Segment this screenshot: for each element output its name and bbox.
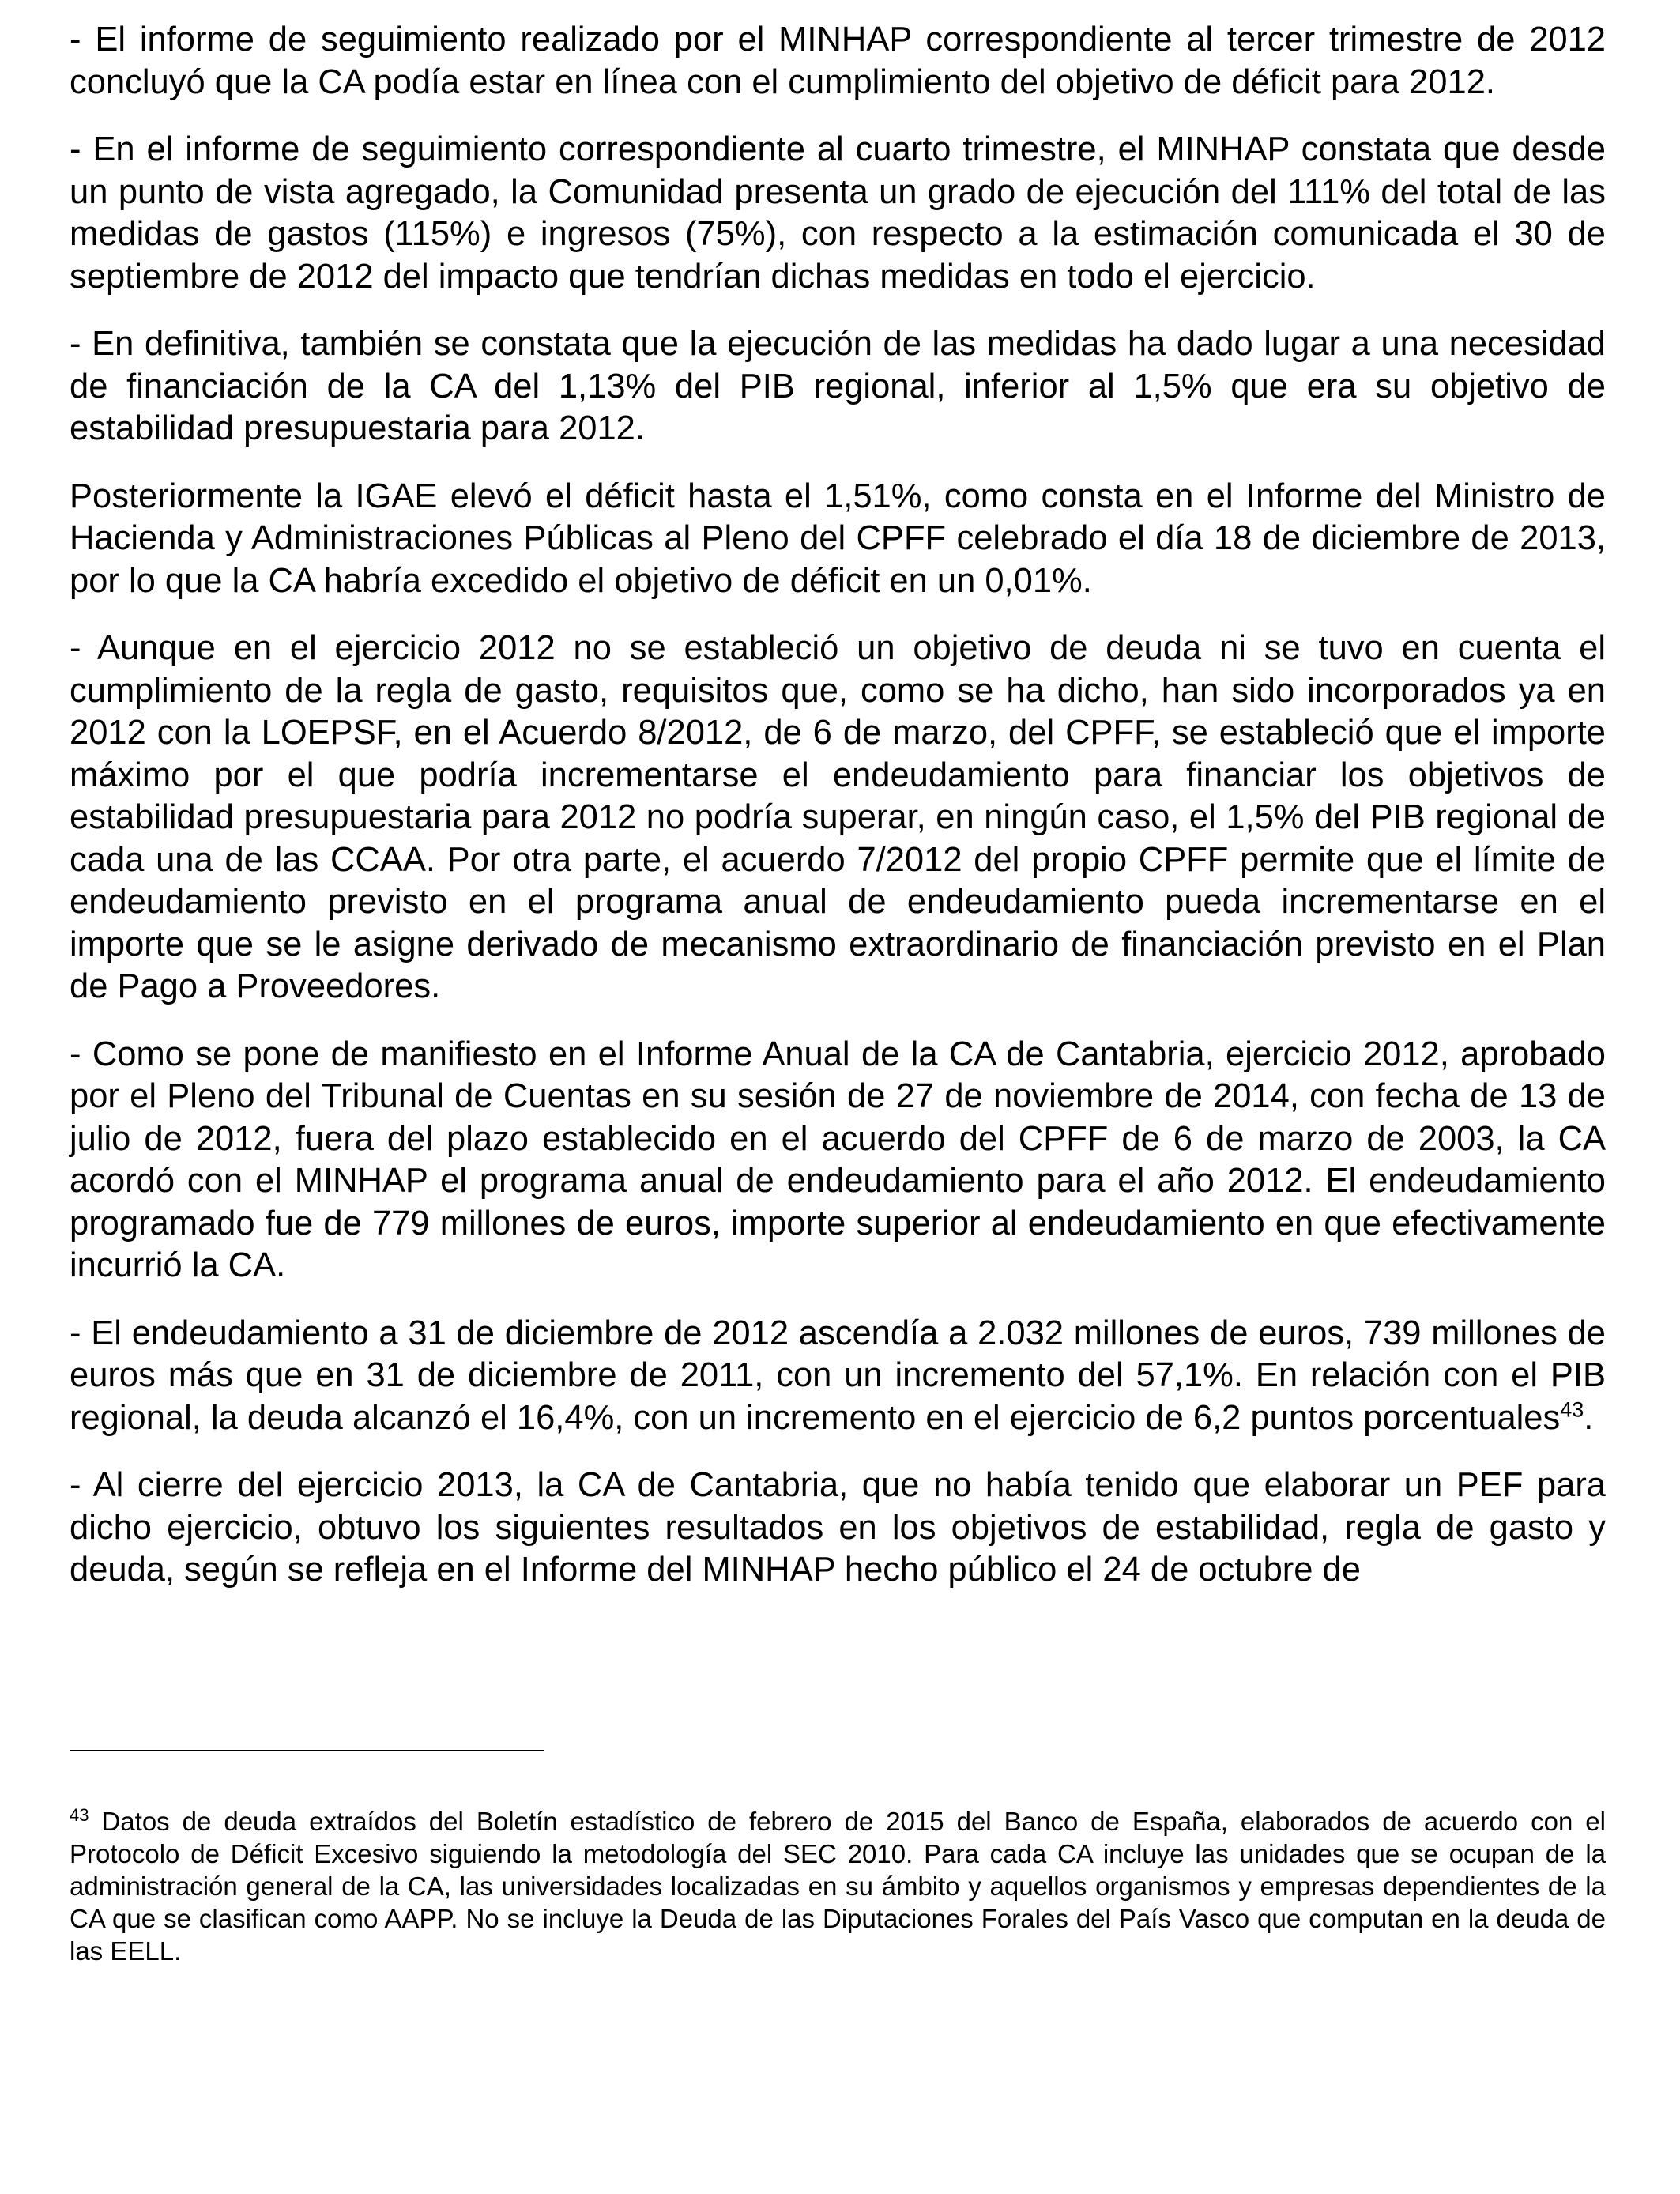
paragraph-igae-deficit: Posteriormente la IGAE elevó el déficit hasta el 1,51%, como consta en el Informe del Ministro de Hacienda y Administraciones Públicas al Pleno del CPFF celebrado el día 18 de diciembre de 2013, por lo que la CA habría excedido el objetivo de déficit en un 0,01%. bbox=[70, 477, 1606, 600]
footnote bbox=[70, 1805, 1606, 1967]
footnote-text: Datos de deuda extraídos del Boletín estadístico de febrero de 2015 del Banco de España, elaborados de acuerdo con el Protocolo de Déficit Excesivo siguiendo la metodología del SEC 2010. Para cada CA incluye las unidades que se ocupan de la administración general de la CA, las universidades localizadas en su ámbito y aquellos organismos y empresas dependientes de la CA que se clasifican como AAPP. No se incluye la Deuda de las Diputaciones Forales del País Vasco que computan en la deuda de las EELL. bbox=[70, 1807, 1606, 1966]
debt-paragraph-text: - El endeudamiento a 31 de diciembre de 2012 ascendía a 2.032 millones de euros, 739 millones de euros más que en 31 de diciembre de 2011, con un incremento del 57,1%. En relación con el PIB regional, la deuda alcanzó el 16,4%, con un incremento en el ejercicio de 6,2 puntos porcentuales bbox=[70, 1314, 1606, 1437]
paragraph-debt-2012 bbox=[70, 1313, 1606, 1440]
paragraph-annual-report: - Como se pone de manifiesto en el Informe Anual de la CA de Cantabria, ejercicio 2012, aprobado por el Pleno del Tribunal de Cuentas en su sesión de 27 de noviembre de 2014, con fecha de 13 de julio de 2012, fuera del plazo establecido en el acuerdo del CPFF de 6 de marzo de 2003, la CA acordó con el MINHAP el programa anual de endeudamiento para el año 2012. El endeudamiento programado fue de 779 millones de euros, importe superior al endeudamiento en que efectivamente incurrió la CA. bbox=[70, 1035, 1606, 1284]
document-body bbox=[70, 19, 1606, 1617]
footnote-separator bbox=[70, 1750, 544, 1751]
footnote-reference[interactable]: 43 bbox=[1560, 1397, 1584, 1421]
paragraph-debt-objective: - Aunque en el ejercicio 2012 no se estableció un objetivo de deuda ni se tuvo en cuenta el cumplimiento de la regla de gasto, requisitos que, como se ha dicho, han sido incorporados ya en 2012 con la LOEPSF, en el Acuerdo 8/2012, de 6 de marzo, del CPFF, se estableció que el importe máximo por el que podría incrementarse el endeudamiento para financiar los objetivos de estabilidad presupuestaria para 2012 no podría superar, en ningún caso, el 1,5% del PIB regional de cada una de las CCAA. Por otra parte, el acuerdo 7/2012 del propio CPFF permite que el límite de endeudamiento previsto en el programa anual de endeudamiento pueda incrementarse en el importe que se le asigne derivado de mecanismo extraordinario de financiación previsto en el Plan de Pago a Proveedores. bbox=[70, 629, 1606, 1005]
paragraph-third-quarter-report: - El informe de seguimiento realizado por el MINHAP correspondiente al tercer trimestre de 2012 concluyó que la CA podía estar en línea con el cumplimiento del objetivo de déficit para 2012. bbox=[70, 21, 1606, 101]
paragraph-fourth-quarter-report: - En el informe de seguimiento correspondiente al cuarto trimestre, el MINHAP constata que desde un punto de vista agregado, la Comunidad presenta un grado de ejecución del 111% del total de las medidas de gastos (115%) e ingresos (75%), con respecto a la estimación comunicada el 30 de septiembre de 2012 del impacto que tendrían dichas medidas en todo el ejercicio. bbox=[70, 130, 1606, 296]
debt-paragraph-end: . bbox=[1584, 1398, 1594, 1437]
footnote-number: 43 bbox=[70, 1805, 89, 1825]
paragraph-financing-need: - En definitiva, también se constata que la ejecución de las medidas ha dado lugar a una necesidad de financiación de la CA del 1,13% del PIB regional, inferior al 1,5% que era su objetivo de estabilidad presupuestaria para 2012. bbox=[70, 325, 1606, 447]
paragraph-2013-closing: - Al cierre del ejercicio 2013, la CA de Cantabria, que no había tenido que elaborar un PEF para dicho ejercicio, obtuvo los siguientes resultados en los objetivos de estabilidad, regla de gasto y deuda, según se refleja en el Informe del MINHAP hecho público el 24 de octubre de bbox=[70, 1466, 1606, 1589]
